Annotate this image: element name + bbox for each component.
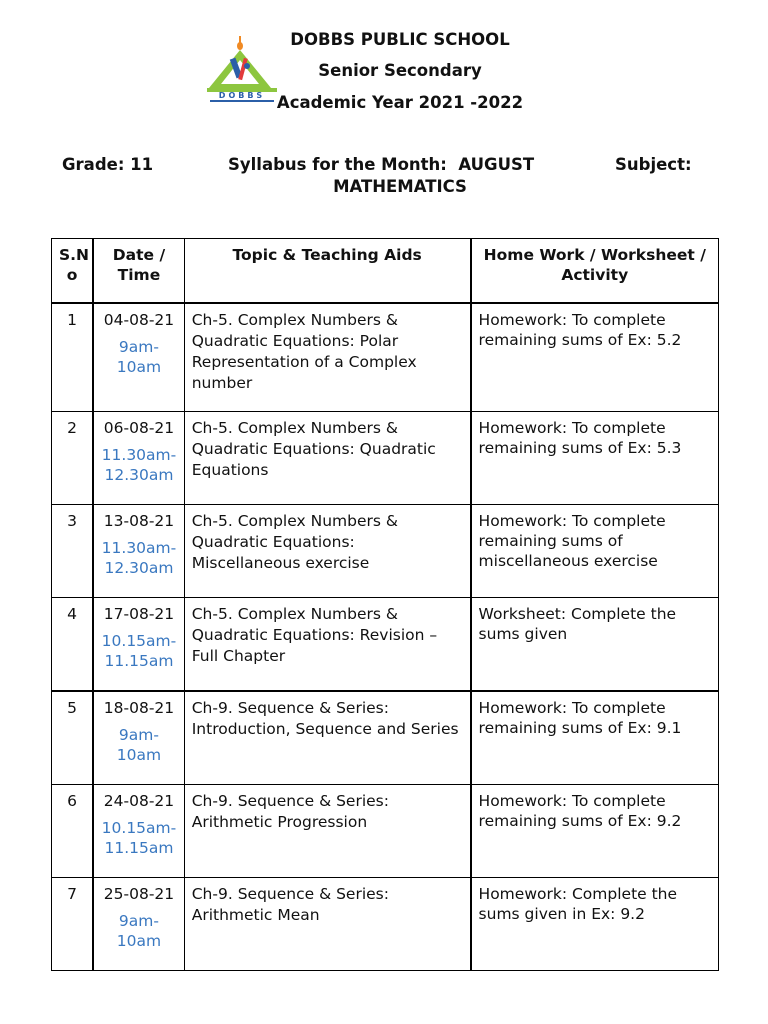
subject-label: Subject: (615, 155, 692, 174)
school-name: DOBBS PUBLIC SCHOOL (290, 30, 510, 49)
row-time: 11.30am-12.30am (101, 446, 177, 484)
row-date (93, 878, 184, 971)
row-homework: Worksheet: Complete the sums given (471, 598, 719, 692)
row-topic: Ch-5. Complex Numbers & Quadratic Equations: Miscellaneous exercise (184, 505, 470, 598)
row-topic: Ch-9. Sequence & Series: Introduction, Sequence and Series (184, 691, 470, 785)
school-level: Senior Secondary (318, 61, 482, 80)
table-row (52, 303, 719, 412)
subject-value: MATHEMATICS (333, 177, 467, 196)
row-date-text: 17-08-21 (103, 605, 175, 623)
row-date-text: 18-08-21 (103, 699, 175, 717)
row-homework: Homework: To complete remaining sums of Ex: 5.3 (471, 412, 719, 505)
row-time: 9am-10am (116, 726, 162, 764)
table-row (52, 878, 719, 971)
table-header-row (52, 239, 719, 304)
logo-text: DOBBS (218, 91, 266, 100)
academic-year: Academic Year 2021 -2022 (276, 93, 524, 112)
row-topic: Ch-9. Sequence & Series: Arithmetic Progression (184, 785, 470, 878)
row-sno: 4 (52, 598, 94, 692)
row-sno: 7 (52, 878, 94, 971)
row-date (93, 691, 184, 785)
table-row (52, 505, 719, 598)
row-homework: Homework: To complete remaining sums of Ex: 9.1 (471, 691, 719, 785)
row-date (93, 505, 184, 598)
header-date: Date / Time (93, 239, 184, 304)
row-topic: Ch-5. Complex Numbers & Quadratic Equations: Revision – Full Chapter (184, 598, 470, 692)
month-label: Syllabus for the Month: AUGUST (228, 155, 535, 174)
row-topic: Ch-5. Complex Numbers & Quadratic Equations: Quadratic Equations (184, 412, 470, 505)
table-row (52, 691, 719, 785)
header-sno: S.N o (52, 239, 94, 304)
row-sno: 5 (52, 691, 94, 785)
row-sno: 6 (52, 785, 94, 878)
header-homework: Home Work / Worksheet / Activity (471, 239, 719, 304)
row-time: 11.30am-12.30am (101, 539, 177, 577)
grade-label: Grade: 11 (62, 155, 154, 174)
row-homework: Homework: To complete remaining sums of Ex: 9.2 (471, 785, 719, 878)
row-homework: Homework: To complete remaining sums of Ex: 5.2 (471, 303, 719, 412)
row-date (93, 598, 184, 692)
row-date (93, 303, 184, 412)
row-sno: 1 (52, 303, 94, 412)
row-time: 10.15am-11.15am (101, 632, 177, 670)
row-date-text: 04-08-21 (103, 311, 175, 329)
row-date (93, 785, 184, 878)
row-homework: Homework: To complete remaining sums of miscellaneous exercise (471, 505, 719, 598)
row-sno: 2 (52, 412, 94, 505)
row-date-text: 24-08-21 (103, 792, 175, 810)
row-homework: Homework: Complete the sums given in Ex: 9.2 (471, 878, 719, 971)
row-topic: Ch-9. Sequence & Series: Arithmetic Mean (184, 878, 470, 971)
row-topic: Ch-5. Complex Numbers & Quadratic Equations: Polar Representation of a Complex number (184, 303, 470, 412)
row-date-text: 25-08-21 (103, 885, 175, 903)
table-row (52, 785, 719, 878)
row-time: 9am-10am (116, 338, 162, 376)
row-date-text: 13-08-21 (103, 512, 175, 530)
table-row (52, 412, 719, 505)
header-topic: Topic & Teaching Aids (184, 239, 470, 304)
syllabus-table (51, 238, 719, 971)
row-time: 9am-10am (116, 912, 162, 950)
table-row (52, 598, 719, 692)
row-sno: 3 (52, 505, 94, 598)
row-time: 10.15am-11.15am (101, 819, 177, 857)
row-date-text: 06-08-21 (103, 419, 175, 437)
row-date (93, 412, 184, 505)
